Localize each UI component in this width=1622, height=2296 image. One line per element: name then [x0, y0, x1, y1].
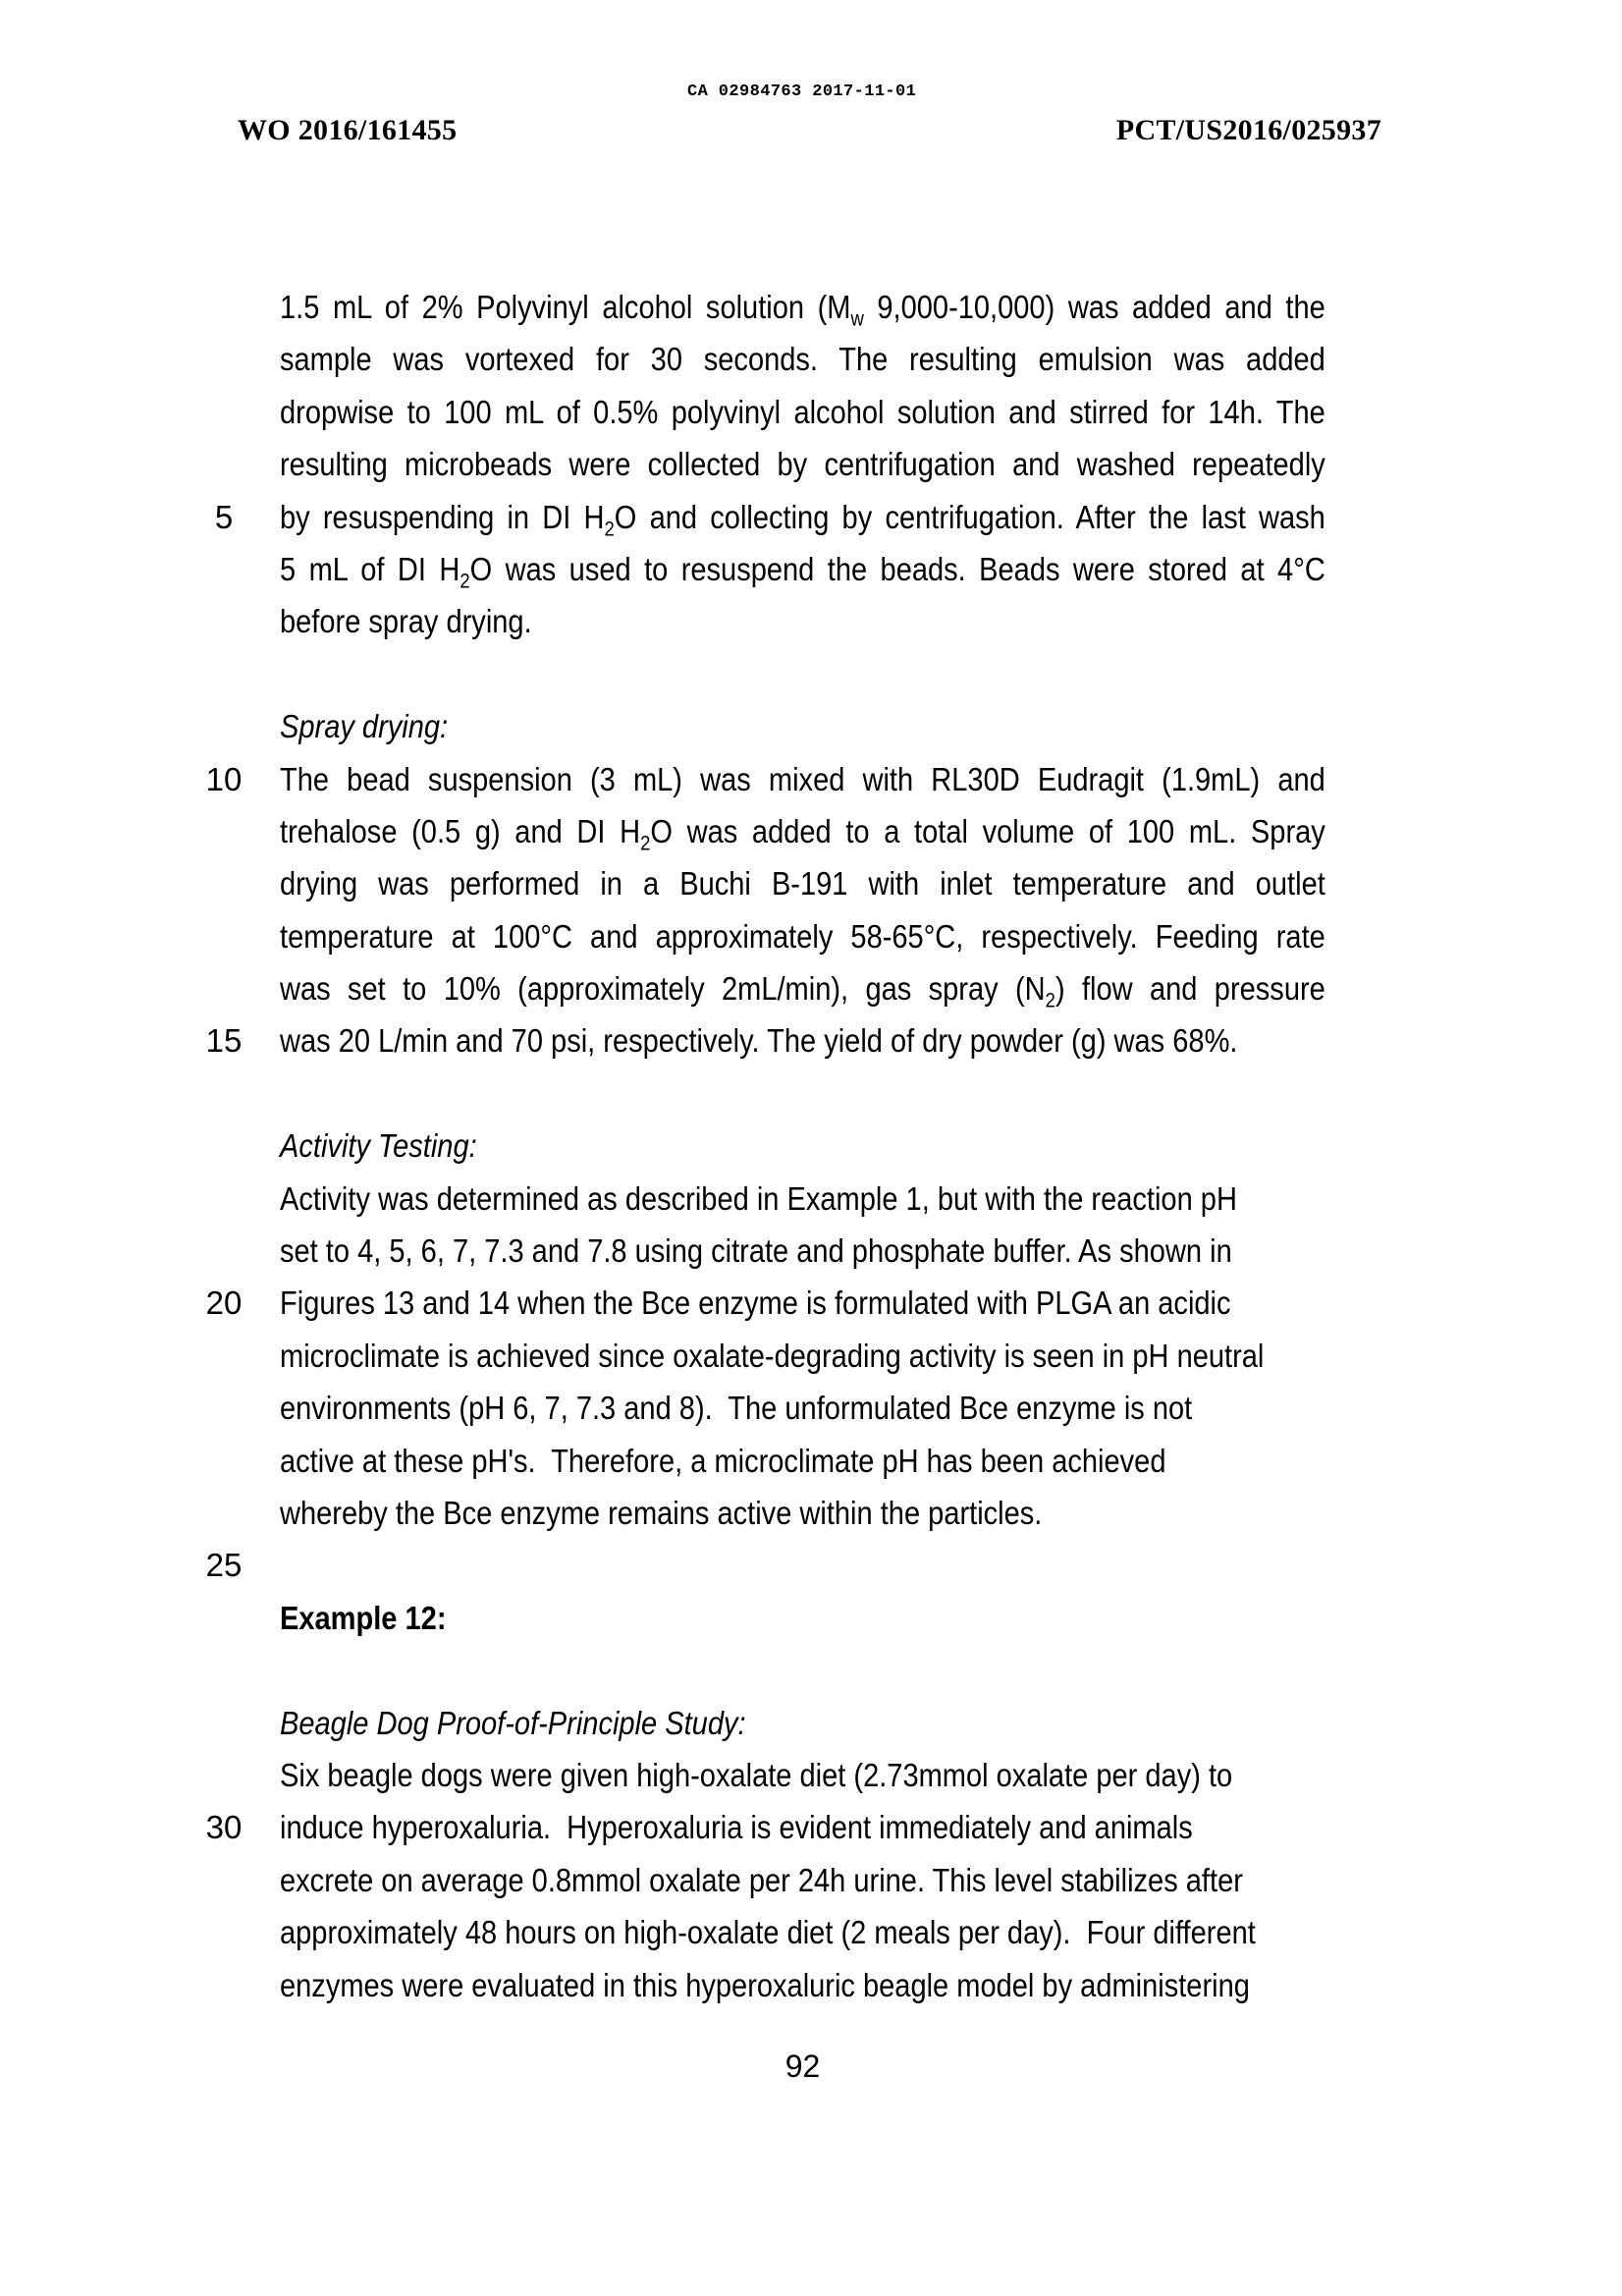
- text-line: sample was vortexed for 30 seconds. The resulting emulsion was added: [280, 341, 1325, 378]
- text-line: before spray drying.: [280, 603, 532, 640]
- text-row: [0, 1435, 1622, 1487]
- text-row: [0, 962, 1622, 1014]
- text-line: environments (pH 6, 7, 7.3 and 8). The unformulated Bce enzyme is not: [280, 1390, 1193, 1427]
- section-heading: Example 12:: [280, 1599, 447, 1636]
- text-line: active at these pH's. Therefore, a microclimate pH has been achieved: [280, 1442, 1166, 1479]
- text-row: [0, 1120, 1622, 1172]
- text-row: [0, 543, 1622, 595]
- scan-stamp: CA 02984763 2017-11-01: [687, 82, 917, 101]
- text-line: enzymes were evaluated in this hyperoxaluric beagle model by administering: [280, 1966, 1250, 2003]
- text-row: [0, 1225, 1622, 1277]
- application-number: PCT/US2016/025937: [1115, 114, 1381, 146]
- text-line: approximately 48 hours on high-oxalate diet (2 meals per day). Four different: [280, 1914, 1256, 1951]
- text-row: [0, 1330, 1622, 1382]
- text-line: resulting microbeads were collected by centrifugation and washed repeatedly: [280, 446, 1325, 483]
- subscript: 2: [604, 518, 615, 541]
- text-line: was 20 L/min and 70 psi, respectively. The yield of dry powder (g) was 68%.: [280, 1022, 1238, 1060]
- text-line: temperature at 100°C and approximately 58-65°C, respectively. Feeding rate: [280, 917, 1325, 955]
- text-line: microclimate is achieved since oxalate-degrading activity is seen in pH neutral: [280, 1337, 1265, 1374]
- margin-line-number: 15: [205, 1022, 243, 1060]
- blank-line: [0, 1067, 1622, 1120]
- margin-line-number: 25: [205, 1547, 243, 1584]
- text-line: The bead suspension (3 mL) was mixed with RL30D Eudragit (1.9mL) and: [280, 760, 1325, 797]
- text-row: [0, 1382, 1622, 1434]
- subscript: 2: [460, 570, 470, 593]
- text-row: [0, 386, 1622, 438]
- margin-line-number: 30: [205, 1809, 243, 1846]
- text-row: [0, 1801, 1622, 1853]
- text-row: [0, 1014, 1622, 1066]
- text-row: [0, 1539, 1622, 1591]
- margin-line-number: 5: [214, 498, 234, 535]
- subscript: 2: [640, 832, 651, 855]
- text-line: drying was performed in a Buchi B-191 with inlet temperature and outlet: [280, 865, 1325, 902]
- text-row: [0, 438, 1622, 490]
- text-row: [0, 857, 1622, 909]
- text-row: [0, 1487, 1622, 1539]
- text-row: [0, 805, 1622, 857]
- section-heading: Spray drying:: [280, 708, 449, 745]
- text-line: Figures 13 and 14 when the Bce enzyme is formulated with PLGA an acidic: [280, 1285, 1231, 1322]
- text-line: by resuspending in DI $H_2O$ and collecting by centrifugation. After the last wash: [280, 498, 1325, 541]
- blank-line: [0, 648, 1622, 700]
- text-row: [0, 1592, 1622, 1644]
- text-row: [0, 595, 1622, 647]
- publication-number: WO 2016/161455: [238, 114, 458, 146]
- text-row: [0, 753, 1622, 805]
- text-line: 1.5 mL of 2% Polyvinyl alcohol solution ($M_w$ 9,000-10,000) was added and the: [280, 289, 1325, 331]
- text-row: [0, 1697, 1622, 1749]
- subscript: 2: [1045, 989, 1055, 1012]
- page-number: 92: [784, 2049, 821, 2084]
- text-row: [0, 491, 1622, 543]
- document-body: [0, 281, 1622, 2011]
- text-row: [0, 910, 1622, 962]
- blank-line: [0, 1644, 1622, 1696]
- text-row: [0, 1906, 1622, 1958]
- text-row: [0, 1959, 1622, 2011]
- text-row: [0, 1749, 1622, 1801]
- section-heading: Beagle Dog Proof-of-Principle Study:: [280, 1704, 746, 1741]
- margin-line-number: 20: [205, 1285, 243, 1322]
- text-row: [0, 1277, 1622, 1329]
- text-row: [0, 1173, 1622, 1225]
- text-line: trehalose (0.5 g) and DI $H_2O$ was added to a total volume of 100 mL. Spray: [280, 812, 1325, 855]
- text-line: 5 mL of DI $H_2O$ was used to resuspend the beads. Beads were stored at 4°C: [280, 550, 1325, 593]
- subscript: w: [850, 307, 864, 331]
- text-row: [0, 333, 1622, 385]
- text-line: was set to 10% (approximately 2mL/min), gas spray $(N_2)$ flow and pressure: [280, 970, 1325, 1012]
- section-heading: Activity Testing:: [280, 1127, 477, 1165]
- text-line: excrete on average 0.8mmol oxalate per 24h urine. This level stabilizes after: [280, 1861, 1243, 1898]
- text-line: set to 4, 5, 6, 7, 7.3 and 7.8 using citrate and phosphate buffer. As shown in: [280, 1232, 1232, 1270]
- text-row: [0, 281, 1622, 333]
- text-row: [0, 700, 1622, 752]
- margin-line-number: 10: [205, 760, 243, 797]
- text-line: Six beagle dogs were given high-oxalate diet (2.73mmol oxalate per day) to: [280, 1756, 1233, 1793]
- text-line: whereby the Bce enzyme remains active within the particles.: [280, 1494, 1043, 1531]
- text-row: [0, 1854, 1622, 1906]
- text-line: Activity was determined as described in Example 1, but with the reaction pH: [280, 1179, 1237, 1217]
- text-line: dropwise to 100 mL of 0.5% polyvinyl alcohol solution and stirred for 14h. The: [280, 393, 1325, 430]
- text-line: induce hyperoxaluria. Hyperoxaluria is evident immediately and animals: [280, 1809, 1193, 1846]
